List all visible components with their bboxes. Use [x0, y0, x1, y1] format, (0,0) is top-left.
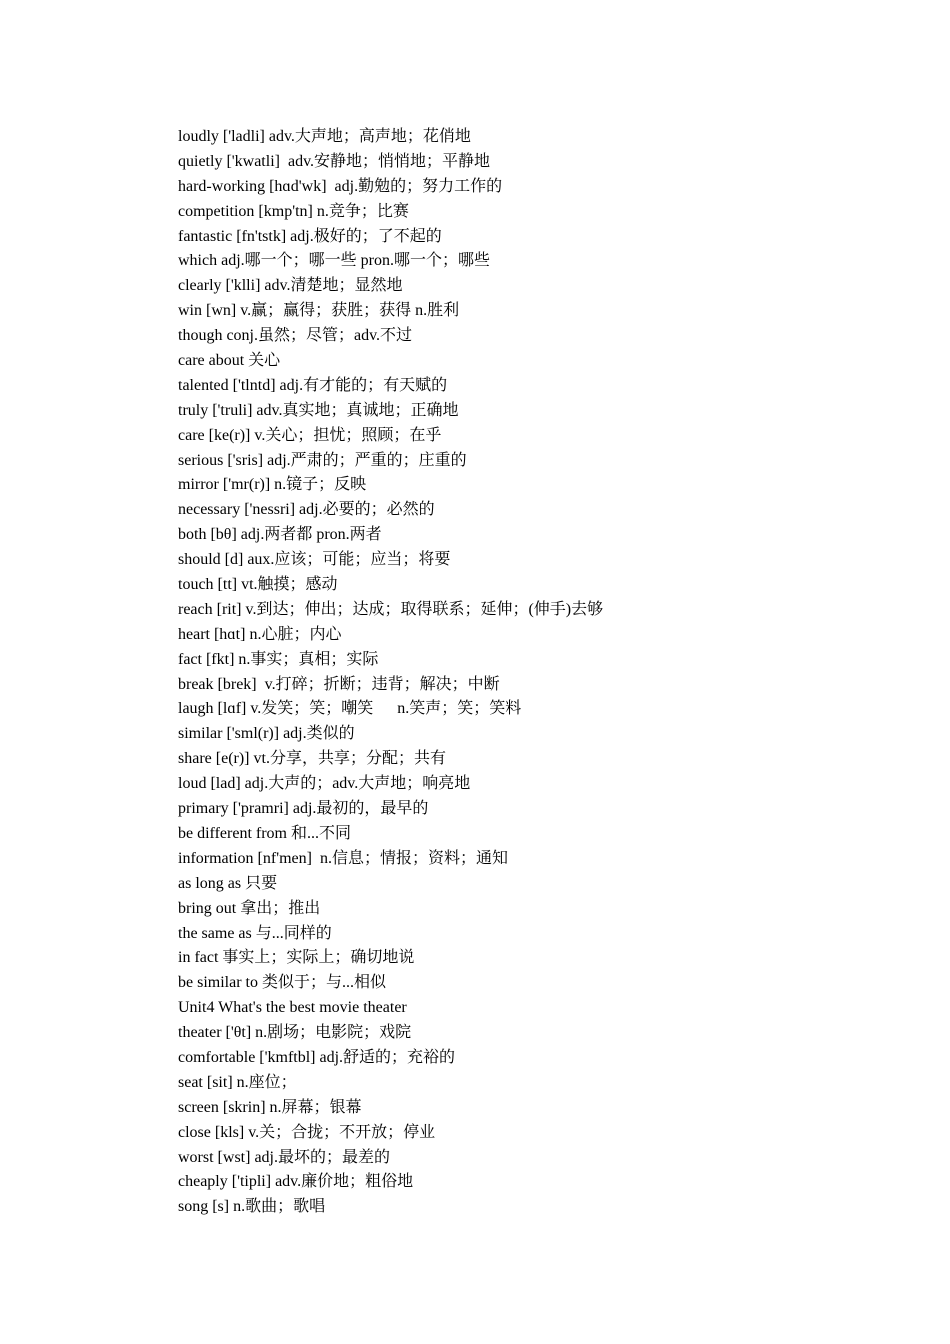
- vocab-entry: break [brek] v.打碎；折断；违背；解决；中断: [178, 675, 500, 693]
- vocab-entry: clearly ['klli] adv.清楚地；显然地: [178, 277, 403, 295]
- vocab-entry: touch [tt] vt.触摸；感动: [178, 576, 338, 594]
- vocab-entry: necessary ['nessri] adj.必要的；必然的: [178, 501, 435, 519]
- vocab-entry: win [wn] v.赢；赢得；获胜；获得 n.胜利: [178, 302, 460, 320]
- vocab-entry: cheaply ['tipli] adv.廉价地；粗俗地: [178, 1173, 414, 1191]
- vocab-entry: primary ['pramri] adj.最初的，最早的: [178, 800, 429, 818]
- vocab-entry: mirror ['mr(r)] n.镜子；反映: [178, 476, 367, 494]
- vocab-entry: fact [fkt] n.事实；真相；实际: [178, 650, 379, 668]
- vocab-entry: serious ['sris] adj.严肃的；严重的；庄重的: [178, 451, 467, 469]
- vocab-entry: care about 关心: [178, 352, 281, 370]
- vocab-entry: as long as 只要: [178, 874, 278, 892]
- vocab-entry: should [d] aux.应该；可能；应当；将要: [178, 551, 451, 569]
- vocab-entry: comfortable ['kmftbl] adj.舒适的；充裕的: [178, 1048, 456, 1066]
- vocab-entry: quietly ['kwatli] adv.安静地；悄悄地；平静地: [178, 152, 491, 170]
- vocab-entry: laugh [lɑf] v.发笑；笑；嘲笑 n.笑声；笑；笑料: [178, 700, 522, 718]
- vocab-entry: the same as 与...同样的: [178, 924, 332, 942]
- vocab-entry: both [bθ] adj.两者都 pron.两者: [178, 526, 382, 544]
- vocab-entry: talented ['tlntd] adj.有才能的；有天赋的: [178, 376, 448, 394]
- vocabulary-list: [178, 125, 878, 1220]
- vocab-entry: reach [rit] v.到达；伸出；达成；取得联系；延伸；(伸手)去够: [178, 600, 604, 618]
- vocab-entry: seat [sit] n.座位；: [178, 1073, 297, 1091]
- vocab-entry: hard-working [hɑd'wk] adj.勤勉的；努力工作的: [178, 177, 503, 195]
- vocab-entry: truly ['truli] adv.真实地；真诚地；正确地: [178, 401, 459, 419]
- vocab-entry: screen [skrin] n.屏幕；银幕: [178, 1098, 362, 1116]
- vocab-entry: similar ['sml(r)] adj.类似的: [178, 725, 355, 743]
- vocab-entry: loudly ['ladli] adv.大声地；高声地；花俏地: [178, 128, 471, 145]
- vocab-entry: which adj.哪一个；哪一些 pron.哪一个；哪些: [178, 252, 490, 270]
- vocab-entry: in fact 事实上；实际上；确切地说: [178, 949, 415, 967]
- unit-heading: Unit4 What's the best movie theater: [178, 999, 407, 1017]
- vocab-entry: song [s] n.歌曲；歌唱: [178, 1198, 326, 1216]
- vocab-entry: fantastic [fn'tstk] adj.极好的；了不起的: [178, 227, 442, 245]
- vocab-entry: care [ke(r)] v.关心；担忧；照顾；在乎: [178, 426, 442, 444]
- vocab-entry: be different from 和...不同: [178, 824, 351, 842]
- vocab-entry: be similar to 类似于；与...相似: [178, 974, 386, 992]
- vocab-entry: theater ['θt] n.剧场；电影院；戏院: [178, 1024, 412, 1042]
- vocab-entry: loud [lad] adj.大声的；adv.大声地；响亮地: [178, 775, 471, 793]
- vocab-entry: close [kls] v.关；合拢；不开放；停业: [178, 1123, 436, 1141]
- vocab-entry: worst [wst] adj.最坏的；最差的: [178, 1148, 390, 1166]
- vocab-entry: heart [hɑt] n.心脏；内心: [178, 625, 342, 643]
- vocab-entry: though conj.虽然；尽管；adv.不过: [178, 327, 413, 345]
- vocab-entry: information [nf'men] n.信息；情报；资料；通知: [178, 849, 508, 867]
- vocab-entry: bring out 拿出；推出: [178, 899, 321, 917]
- vocab-entry: share [e(r)] vt.分享，共享；分配；共有: [178, 750, 446, 768]
- vocab-entry: competition [kmp'tn] n.竞争；比赛: [178, 202, 409, 220]
